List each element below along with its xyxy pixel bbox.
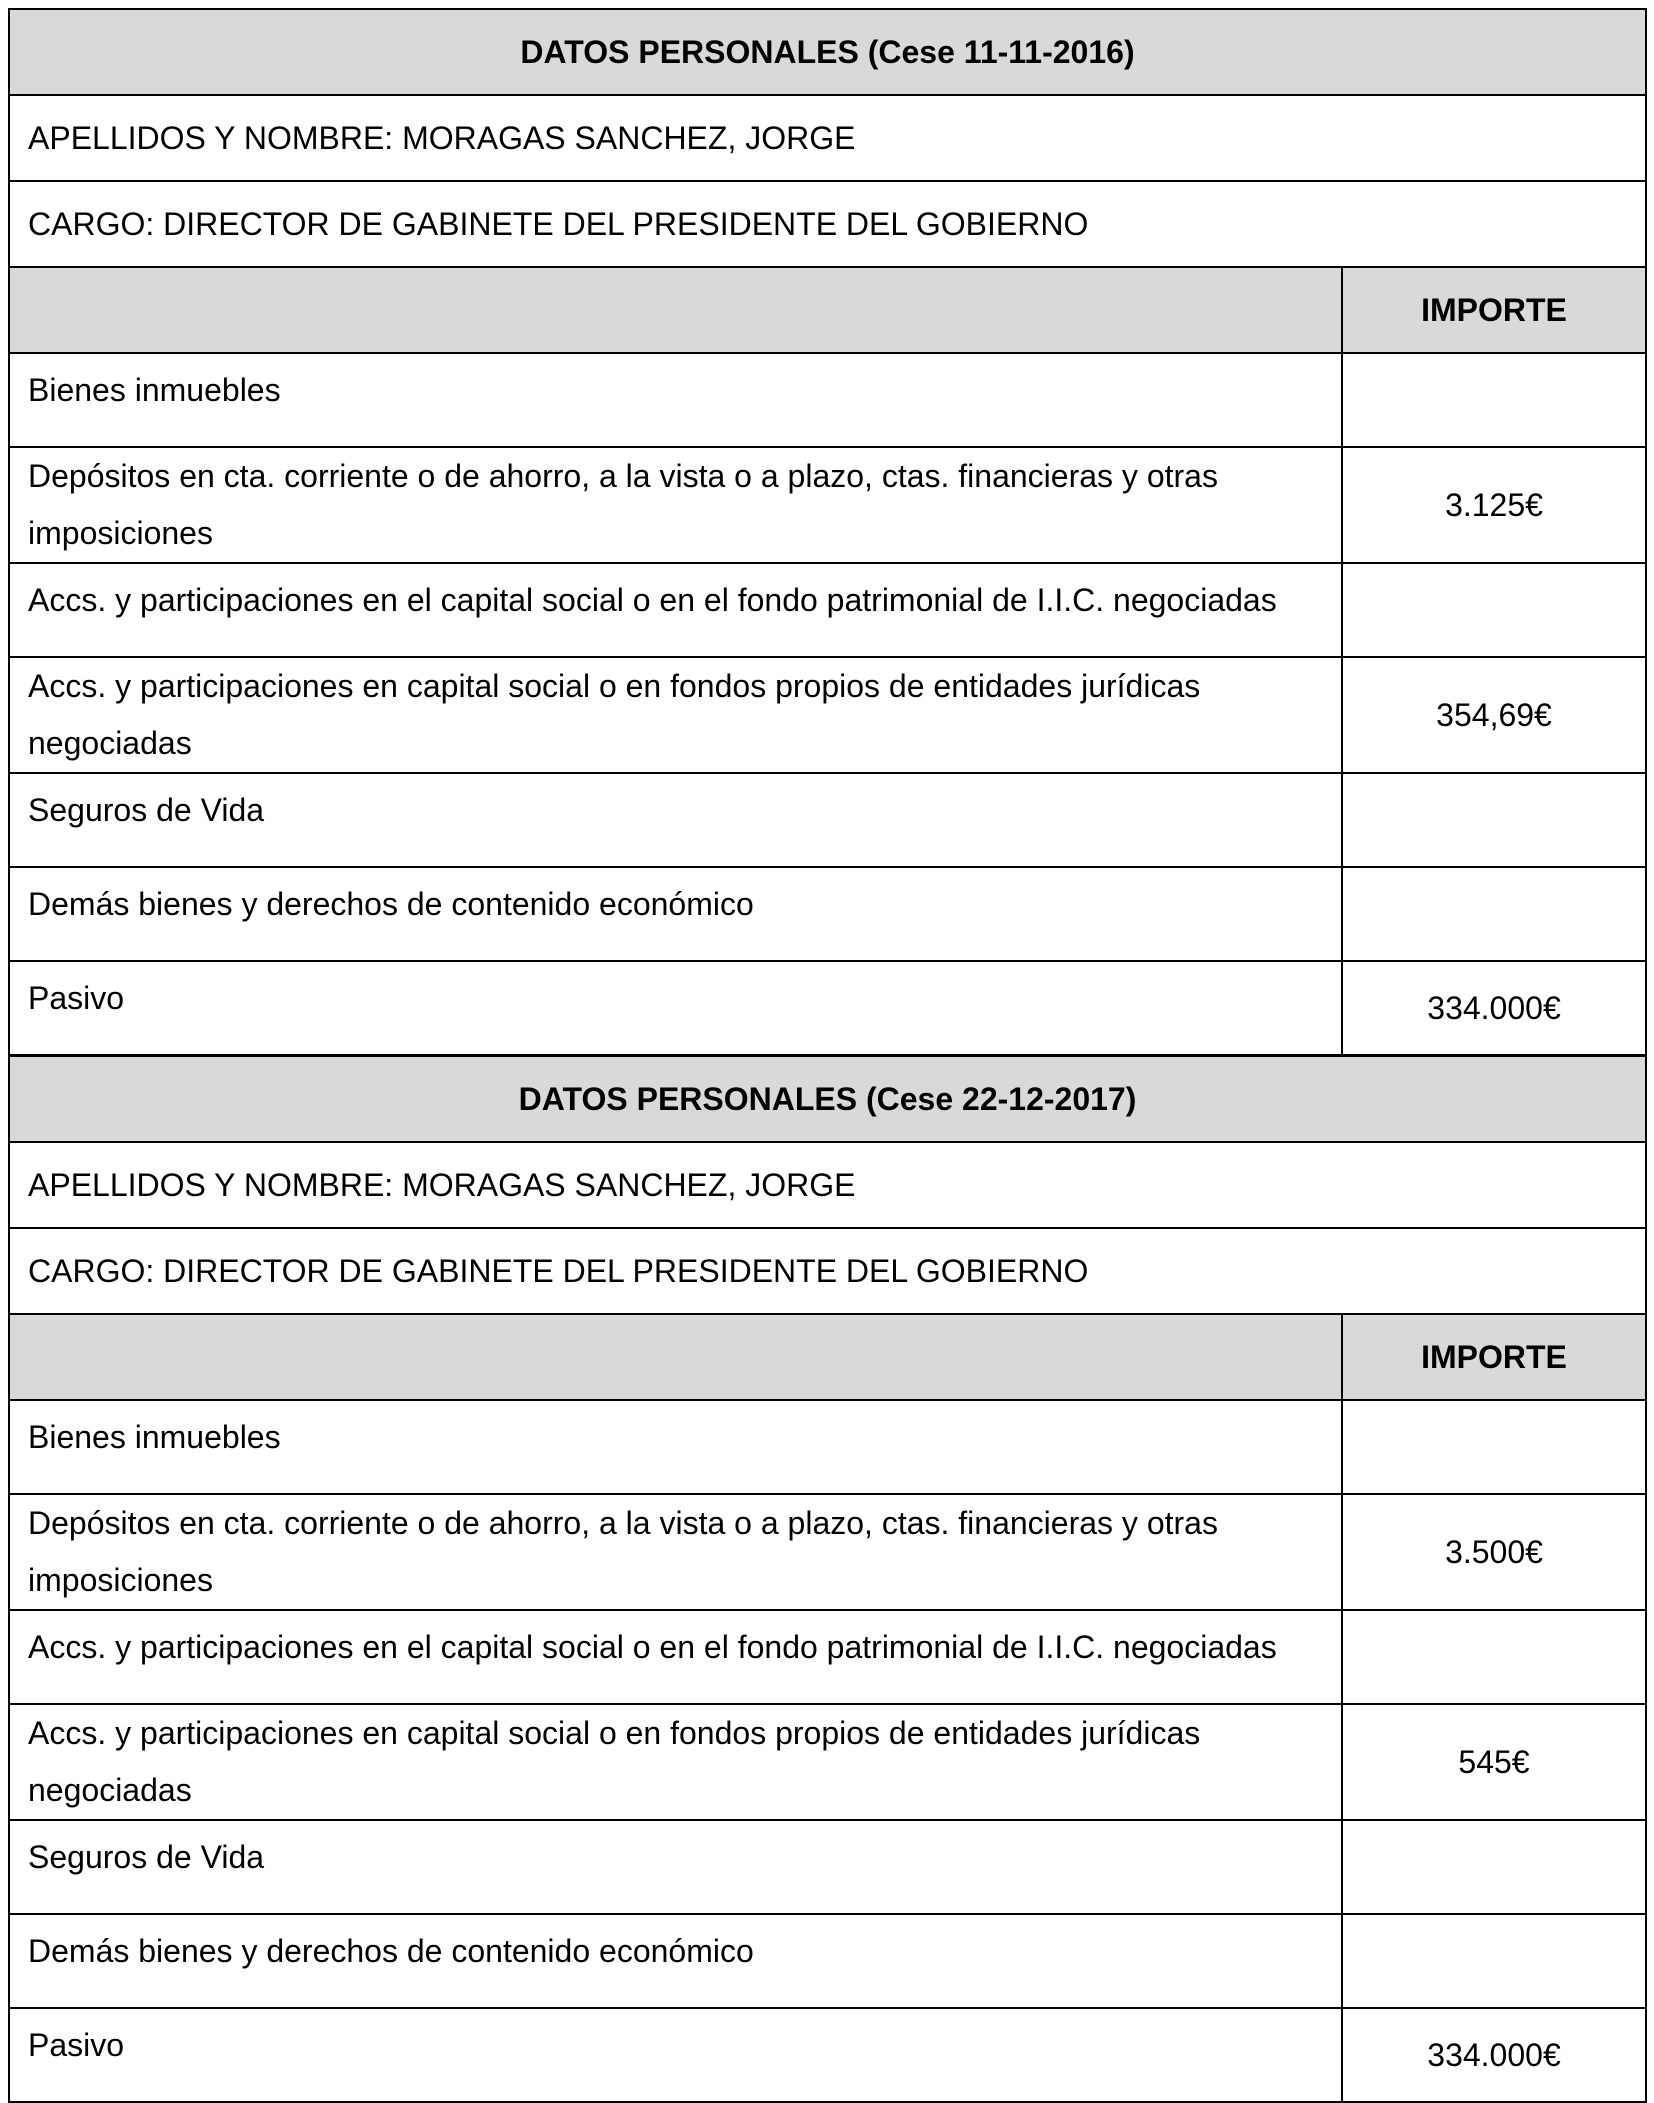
position-row	[9, 1228, 1646, 1314]
position-line: CARGO: DIRECTOR DE GABINETE DEL PRESIDENTE DEL GOBIERNO	[9, 181, 1646, 267]
row-concept: Accs. y participaciones en el capital social o en el fondo patrimonial de I.I.C. negociadas	[9, 1610, 1342, 1704]
row-concept: Accs. y participaciones en capital social o en fondos propios de entidades jurídicas negociadas	[9, 657, 1342, 773]
row-concept: Depósitos en cta. corriente o de ahorro, a la vista o a plazo, ctas. financieras y otras imposiciones	[9, 447, 1342, 563]
row-concept: Demás bienes y derechos de contenido económico	[9, 1914, 1342, 2008]
table-title: DATOS PERSONALES (Cese 22-12-2017)	[9, 1056, 1646, 1142]
declaration-table-2017	[8, 1055, 1647, 2103]
row-amount	[1342, 563, 1646, 657]
row-amount: 334.000€	[1342, 2008, 1646, 2102]
row-concept: Demás bienes y derechos de contenido económico	[9, 867, 1342, 961]
table-row	[9, 1610, 1646, 1704]
table-row	[9, 1494, 1646, 1610]
row-concept: Bienes inmuebles	[9, 353, 1342, 447]
row-concept: Pasivo	[9, 961, 1342, 1055]
name-row	[9, 1142, 1646, 1228]
row-concept: Depósitos en cta. corriente o de ahorro, a la vista o a plazo, ctas. financieras y otras imposiciones	[9, 1494, 1342, 1610]
row-concept: Seguros de Vida	[9, 1820, 1342, 1914]
table-title-row	[9, 1056, 1646, 1142]
declaration-table-2016	[8, 8, 1647, 1056]
amount-header: IMPORTE	[1342, 267, 1646, 353]
row-concept: Seguros de Vida	[9, 773, 1342, 867]
column-header-row	[9, 1314, 1646, 1400]
position-row	[9, 181, 1646, 267]
row-concept: Pasivo	[9, 2008, 1342, 2102]
name-line: APELLIDOS Y NOMBRE: MORAGAS SANCHEZ, JORGE	[9, 1142, 1646, 1228]
row-amount	[1342, 867, 1646, 961]
row-amount: 3.125€	[1342, 447, 1646, 563]
table-row	[9, 353, 1646, 447]
row-concept: Accs. y participaciones en capital social o en fondos propios de entidades jurídicas negociadas	[9, 1704, 1342, 1820]
row-amount	[1342, 1914, 1646, 2008]
table-title-row	[9, 9, 1646, 95]
row-amount: 334.000€	[1342, 961, 1646, 1055]
row-amount	[1342, 353, 1646, 447]
position-line: CARGO: DIRECTOR DE GABINETE DEL PRESIDENTE DEL GOBIERNO	[9, 1228, 1646, 1314]
amount-header: IMPORTE	[1342, 1314, 1646, 1400]
table-row	[9, 447, 1646, 563]
table-row	[9, 1704, 1646, 1820]
row-amount	[1342, 1820, 1646, 1914]
row-amount	[1342, 773, 1646, 867]
table-row	[9, 1400, 1646, 1494]
table-row	[9, 867, 1646, 961]
name-line: APELLIDOS Y NOMBRE: MORAGAS SANCHEZ, JORGE	[9, 95, 1646, 181]
table-row	[9, 1820, 1646, 1914]
column-header-row	[9, 267, 1646, 353]
row-amount: 545€	[1342, 1704, 1646, 1820]
table-row	[9, 961, 1646, 1055]
row-amount: 354,69€	[1342, 657, 1646, 773]
concept-header	[9, 267, 1342, 353]
row-amount	[1342, 1400, 1646, 1494]
concept-header	[9, 1314, 1342, 1400]
table-title: DATOS PERSONALES (Cese 11-11-2016)	[9, 9, 1646, 95]
row-amount	[1342, 1610, 1646, 1704]
table-row	[9, 1914, 1646, 2008]
row-concept: Accs. y participaciones en el capital social o en el fondo patrimonial de I.I.C. negociadas	[9, 563, 1342, 657]
table-row	[9, 2008, 1646, 2102]
row-concept: Bienes inmuebles	[9, 1400, 1342, 1494]
name-row	[9, 95, 1646, 181]
table-row	[9, 773, 1646, 867]
table-row	[9, 657, 1646, 773]
row-amount: 3.500€	[1342, 1494, 1646, 1610]
table-row	[9, 563, 1646, 657]
